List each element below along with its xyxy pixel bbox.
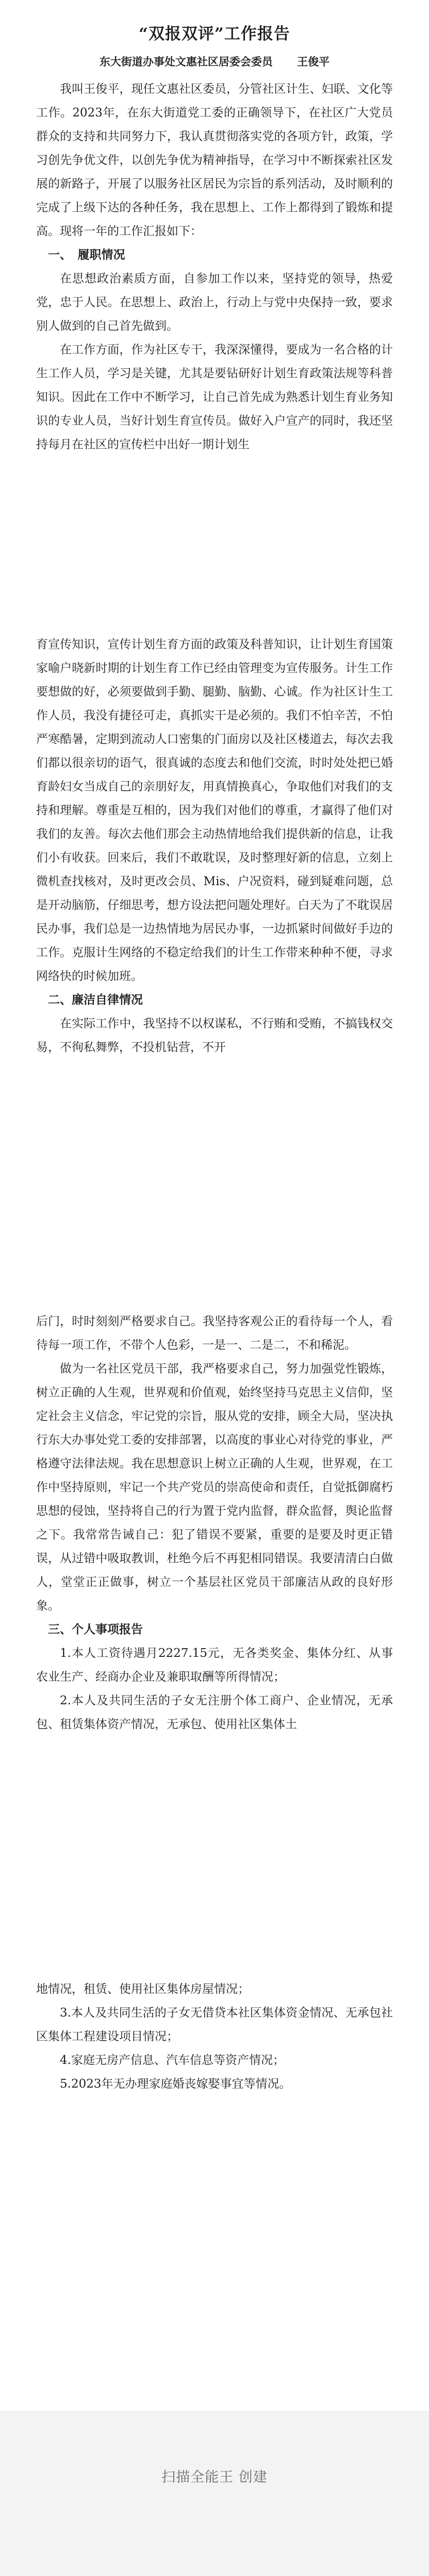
author-name: 王俊平 [297,55,330,68]
organization-name: 东大街道办事处文惠社区居委会委员 [99,55,273,68]
work-continued-section [36,633,393,1059]
personal-item-4: 4.家庭无房产信息、汽车信息等资产情况； [60,2054,285,2067]
scanner-footer [0,2411,429,2576]
paragraph-integrity-main: 做为一名社区党员干部，我严格要求自己，努力加强党性锻炼，树立正确的人生观，世界观和价值观，始终坚持马克思主义信仰，坚定社会主义信念，牢记党的宗旨，服从党的安排，顾全大局，坚决执行东大办事处党工委的安排部署，以高度的事业心对待党的事业，严格遵守法律法规。我在思想意识上树立正确的人生观，世界观，在工作中坚持原则，牢记一个共产党员的崇高使命和责任，自觉抵御腐朽思想的侵蚀，坚持将自己的行为置于党内监督，群众监督，舆论监督之下。我常常告诫自己：犯了错误不要紧，重要的是要及时更正错误，从过错中吸取教训，杜绝今后不再犯相同错误。我要清清白白做人，堂堂正正做事，树立一个基层社区党员干部廉洁从政的良好形象。 [36,1362,393,1613]
section-heading-integrity: 二、廉洁自律情况 [48,993,143,1007]
paragraph-political: 在思想政治素质方面，自参加工作以来，坚持党的领导，热爱党，忠于人民。在思想上、政治上，行动上与党中央保持一致，要求别人做到的自己首先做到。 [36,272,393,333]
intro-section [36,77,393,456]
section-heading-performance: 一、 履职情况 [48,248,125,262]
paragraph-work-part1: 在工作方面，作为社区专干，我深深懂得，要成为一名合格的计生工作人员，学习是关键，尤其是要钻研好计划生育政策法规等科普知识。因此在工作中不断学习，让自己首先成为熟悉计划生育业务知识的专业人员，当好计划生育宣传员。做好入户宣产的同时，我还坚持每月在社区的宣传栏中出好一期计划生 [36,343,393,451]
document-title: “双报双评”工作报告 [139,25,290,43]
section-heading-personal-matters: 三、个人事项报告 [48,1622,143,1636]
scanner-watermark: 扫描全能王 创建 [161,2469,268,2485]
personal-item-5: 5.2023年无办理家庭婚丧嫁娶事宜等情况。 [60,2077,291,2091]
intro-paragraph: 我叫王俊平，现任文惠社区委员，分管社区计生、妇联、文化等工作。2023年，在东大街道党工委的正确领导下，在社区广大党员群众的支持和共同努力下，我认真贯彻落实党的各项方针，政策，学习创先争优文件，以创先争优为精神指导，在学习中不断探索社区发展的新路子，开展了以服务社区居民为宗旨的系列活动，及时顺利的完成了上级下达的各种任务，我在思想上、工作上都得到了锻炼和提高。现将一年的工作汇报如下： [36,82,393,238]
paragraph-integrity-part1: 在实际工作中，我坚持不以权谋私，不行贿和受贿，不搞钱权交易，不徇私舞弊，不投机钻营，不开 [36,1017,393,1054]
document-byline [0,54,429,69]
integrity-continued-section [36,1310,393,1736]
paragraph-integrity-part2: 后门，时时刻刻严格要求自己。我坚持客观公正的看待每一个人，看待每一项工作，不带个人色彩，一是一、二是二，不和稀泥。 [36,1315,393,1352]
personal-matters-continued [36,1977,393,2096]
personal-item-3: 3.本人及共同生活的子女无借贷本社区集体资金情况、无承包社区集体工程建设项目情况； [36,2006,393,2043]
personal-item-1: 1.本人工资待遇月2227.15元，无各类奖金、集体分红、从事农业生产、经商办企业及兼职取酬等所得情况； [36,1647,393,1684]
personal-item-2-part2: 地情况，租赁、使用社区集体房屋情况； [36,1982,250,1996]
paragraph-work-part2: 育宣传知识，宣传计划生育方面的政策及科普知识，让计划生育国策家喻户晓新时期的计划生育工作已经由管理变为宣传服务。计生工作要想做的好，必须要做到手勤、腿勤、脑勤、心诚。作为社区计生工作人员，我没有捷径可走，真抓实干是必须的。我们不怕辛苦，不怕严寒酷暑，定期到流动人口密集的门面房以及社区楼道去，每次去我们都以很亲切的语气，很真诚的态度去和他们交流，时时处处把已婚育龄妇女当成自己的亲朋好友，用真情换真心，争取他们对我们的支持和理解。尊重是互相的，因为我们对他们的尊重，才赢得了他们对我们的友善。每次去他们那会主动热情地给我们提供新的信息，让我们小有收获。回来后，我们不敢耽误，及时整理好新的信息，立刻上微机查找核对，及时更改会员、Mis、户况资料，碰到疑难问题，总是开动脑筋，仔细思考，想方设法把问题处理好。白天为了不耽误居民办事，我们总是一边热情地为居民办事，一边抓紧时间做好手边的工作。克服计生网络的不稳定给我们的计生工作带来种种不便，寻求网络快的时候加班。 [36,638,393,983]
footer-divider [0,2411,429,2412]
personal-item-2-part1: 2.本人及共同生活的子女无注册个体工商户、企业情况，无承包、租赁集体资产情况，无承包、使用社区集体土 [36,1694,393,1731]
